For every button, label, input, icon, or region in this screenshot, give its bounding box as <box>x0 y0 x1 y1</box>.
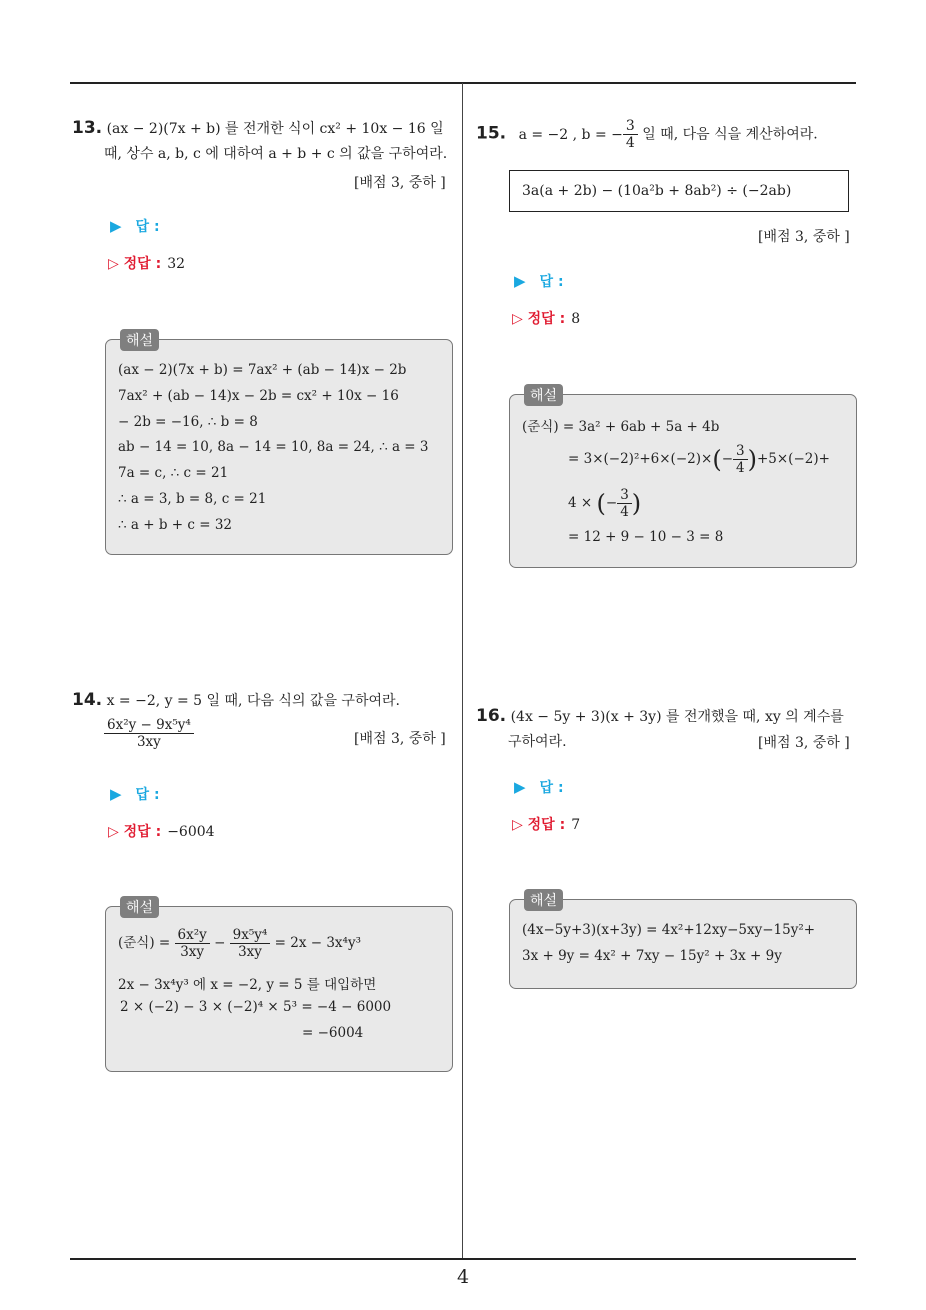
outline-triangle-icon: ▷ <box>512 311 523 327</box>
problem-text-line: (4x − 5y + 3)(x + 3y) 를 전개했을 때, xy 의 계수를 <box>510 709 844 725</box>
play-triangle-icon: ▶ <box>514 778 526 796</box>
solution-box <box>509 388 857 568</box>
solution-tag: 해설 <box>120 896 159 918</box>
problem-text-line: (ax − 2)(7x + b) 를 전개한 식이 cx² + 10x − 16 일 <box>106 121 444 137</box>
answer-label: 답 : <box>135 219 160 235</box>
solution-line: (준식) = 3a² + 6ab + 5a + 4b <box>522 419 720 435</box>
key-label: 정답 : <box>527 311 566 327</box>
answer-row <box>110 784 160 804</box>
problem-text-line: x = −2, y = 5 일 때, 다음 식의 값을 구하여라. <box>106 693 400 709</box>
score-label: [배점 3, 중하 ] <box>354 175 446 191</box>
problem-15 <box>476 118 860 151</box>
problem-14 <box>72 688 456 714</box>
solution-line: 2x − 3x⁴y³ 에 x = −2, y = 5 를 대입하면 <box>118 977 377 993</box>
solution-line: = 12 + 9 − 10 − 3 = 8 <box>568 529 724 545</box>
bottom-rule <box>70 1258 856 1260</box>
solution-line: ∴ a + b + c = 32 <box>118 516 232 533</box>
solution-line: 3x + 9y = 4x² + 7xy − 15y² + 3x + 9y <box>522 947 782 964</box>
column-divider <box>462 83 463 1259</box>
solution-line: 4 × (− $\frac{3}{4}$ ) <box>568 487 642 520</box>
solution-lines <box>118 358 444 539</box>
solution-lines <box>522 918 848 970</box>
play-triangle-icon: ▶ <box>514 272 526 290</box>
score-label: [배점 3, 중하 ] <box>354 731 446 747</box>
outline-triangle-icon: ▷ <box>108 256 119 272</box>
solution-line: − 2b = −16, ∴ b = 8 <box>118 413 258 430</box>
solution-tag: 해설 <box>524 384 563 406</box>
solution-line: = −6004 <box>302 1025 364 1041</box>
key-row <box>108 821 215 841</box>
boxed-expression: 3a(a + 2b) − (10a²b + 8ab²) ÷ (−2ab) <box>509 170 849 212</box>
problem-text-line: 때, 상수 a, b, c 에 대하여 a + b + c 의 값을 구하여라. <box>104 146 448 162</box>
solution-line: = 3×(−2)²+6×(−2)×(− $\frac{3}{4}$ )+5×(−2)+ <box>568 443 830 476</box>
fraction: $\frac{3}{4}$ <box>623 118 638 151</box>
problem-number: 16. <box>476 706 507 726</box>
problem-text: 일 때, 다음 식을 계산하여라. <box>637 126 818 143</box>
answer-row <box>110 216 160 236</box>
key-value: 7 <box>571 817 581 833</box>
outline-triangle-icon: ▷ <box>108 824 119 840</box>
solution-box <box>105 333 453 555</box>
solution-box <box>509 893 857 989</box>
solution-tag: 해설 <box>524 889 563 911</box>
problem-number: 14. <box>72 690 103 710</box>
play-triangle-icon: ▶ <box>110 785 122 803</box>
page-number: 4 <box>456 1266 470 1288</box>
key-row <box>512 308 580 328</box>
problem-expression: $\frac{\text{6x²y − 9x⁵y⁴}}{3xy}$ <box>104 717 194 750</box>
solution-line: (ax − 2)(7x + b) = 7ax² + (ab − 14)x − 2b <box>118 362 407 378</box>
key-value: 32 <box>167 256 186 272</box>
problem-number: 13. <box>72 118 103 138</box>
key-label: 정답 : <box>123 256 162 272</box>
play-triangle-icon: ▶ <box>110 217 122 235</box>
solution-line: (준식) = $\frac{\text{6x²y}}{3xy}$ − $\frac{\text{9x⁵y⁴}}{3xy}$ = 2x − 3x⁴y³ <box>118 927 361 960</box>
solution-box <box>105 900 453 1072</box>
problem-number: 15. <box>476 123 507 144</box>
key-label: 정답 : <box>123 824 162 840</box>
problem-13 <box>72 116 456 167</box>
key-row <box>512 814 580 834</box>
answer-label: 답 : <box>539 274 564 290</box>
solution-line: ab − 14 = 10, 8a − 14 = 10, 8a = 24, ∴ a = 3 <box>118 439 429 456</box>
key-label: 정답 : <box>527 817 566 833</box>
answer-label: 답 : <box>135 787 160 803</box>
solution-line: 7a = c, ∴ c = 21 <box>118 465 229 482</box>
solution-tag: 해설 <box>120 329 159 351</box>
key-value: −6004 <box>167 824 215 840</box>
key-row <box>108 253 185 273</box>
answer-row <box>514 777 564 797</box>
answer-label: 답 : <box>539 780 564 796</box>
solution-line: (4x−5y+3)(x+3y) = 4x²+12xy−5xy−15y²+ <box>522 922 816 938</box>
score-label: [배점 3, 중하 ] <box>758 229 850 245</box>
solution-line: 7ax² + (ab − 14)x − 2b = cx² + 10x − 16 <box>118 387 399 404</box>
outline-triangle-icon: ▷ <box>512 817 523 833</box>
problem-text: a = −2 , b = − <box>518 126 623 143</box>
score-label: [배점 3, 중하 ] <box>758 735 850 751</box>
answer-row <box>514 271 564 291</box>
problem-text-line: 구하여라. <box>508 734 567 750</box>
solution-line: 2 × (−2) − 3 × (−2)⁴ × 5³ = −4 − 6000 <box>120 999 392 1015</box>
key-value: 8 <box>571 311 581 327</box>
solution-line: ∴ a = 3, b = 8, c = 21 <box>118 490 267 507</box>
